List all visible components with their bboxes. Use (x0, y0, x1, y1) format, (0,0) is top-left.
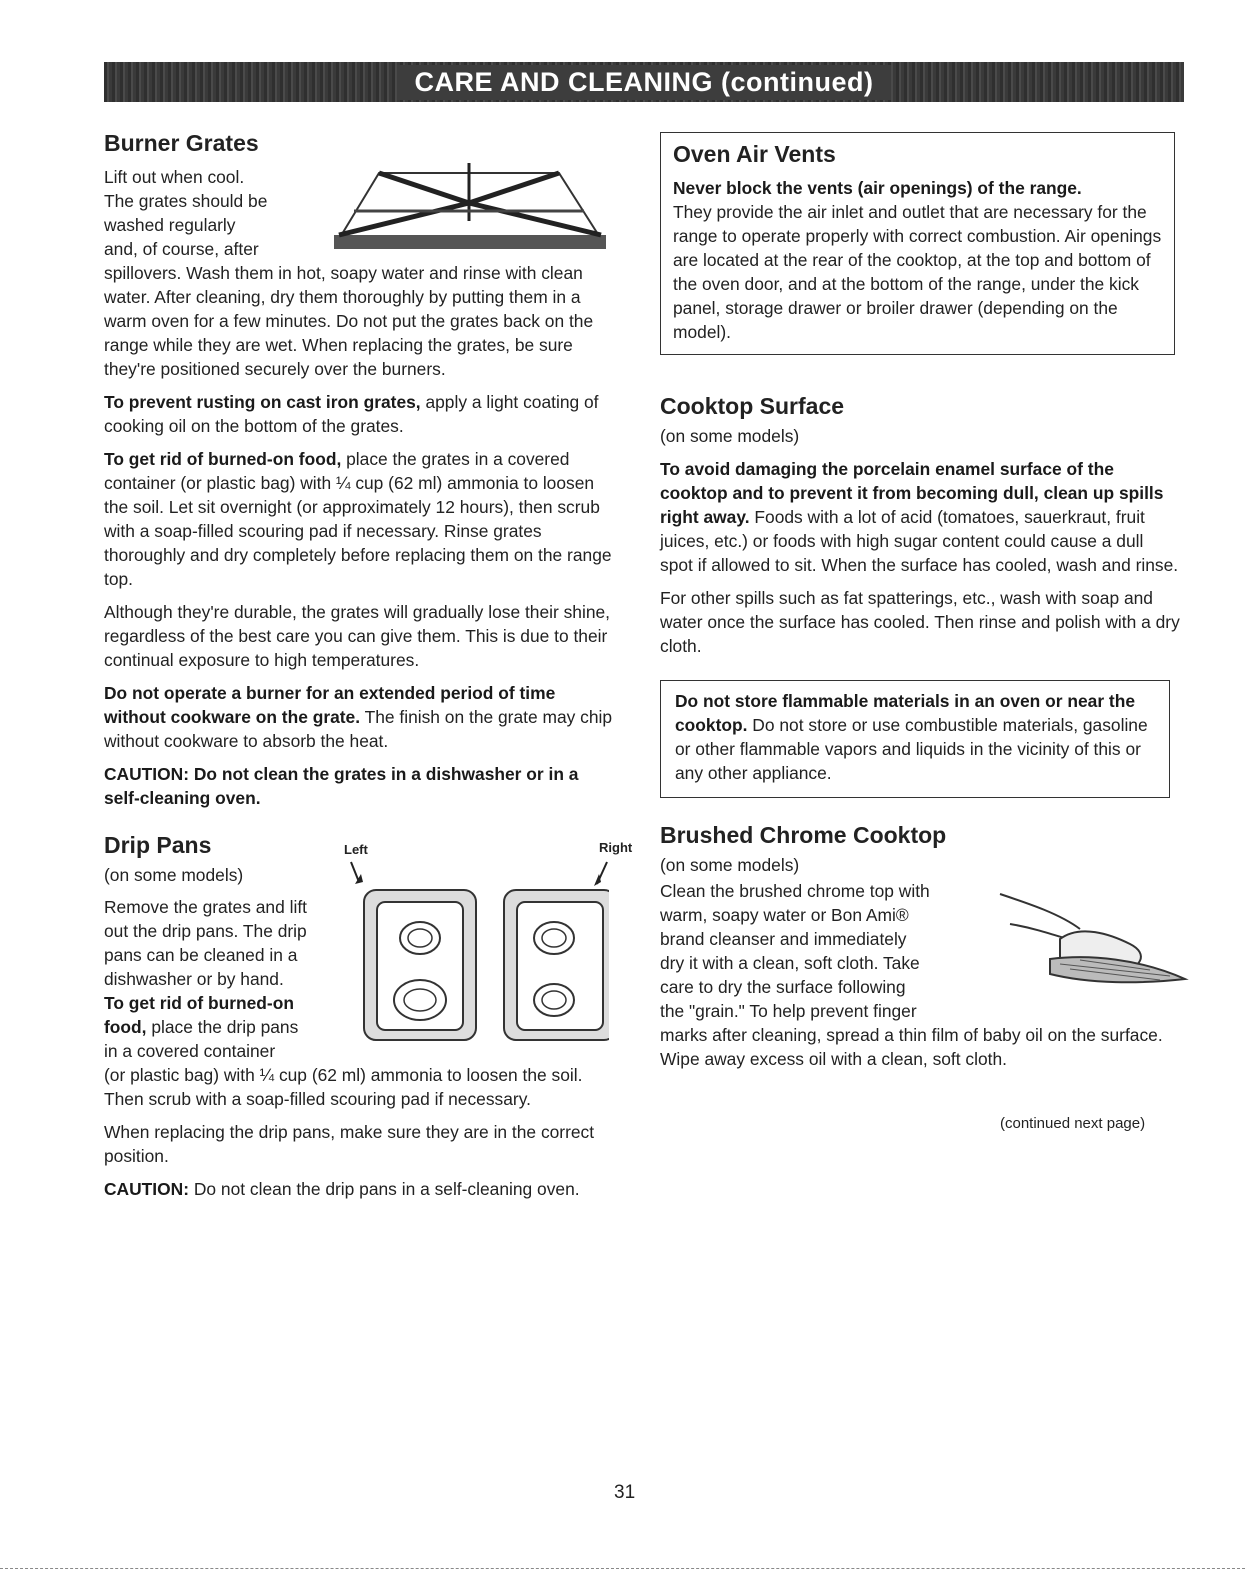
drip-pans-line-4: dishwasher or by hand. (104, 969, 284, 989)
brushed-chrome-line-4: dry it with a clean, soft cloth. Take (660, 953, 920, 973)
drip-caution-lead: CAUTION: (104, 1179, 190, 1199)
cooktop-surface-paragraph-2: For other spills such as fat spatterings, etc., wash with soap and water once the surface has cooled. Then rinse and polish with a dry cloth. (660, 588, 1180, 656)
no-cookware-text: The finish on the grate may chip without cookware to absorb the heat. (104, 707, 613, 751)
vents-warning-text: Never block the vents (air openings) of the range. (673, 178, 1082, 198)
burner-grates-paragraph-4: Although they're durable, the grates will gradually lose their shine, regardless of the best care you can give them. This is due to their continual exposure to high temperatures. (104, 602, 611, 670)
drip-pans-paragraph-2: (or plastic bag) with ¼ cup (62 ml) ammonia to loosen the soil. Then scrub with a soap-filled scouring pad if necessary. (104, 1065, 583, 1109)
burner-grates-line-4: and, of course, after (104, 239, 259, 259)
rust-prevention-text: apply a light coating of cooking oil on the bottom of the grates. (104, 392, 599, 436)
drip-pans-illustration (339, 860, 609, 1045)
burner-grates-line-2: The grates should be (104, 191, 268, 211)
brushed-chrome-line-3: brand cleanser and immediately (660, 929, 907, 949)
burner-grates-line-1: Lift out when cool. (104, 167, 245, 187)
oven-air-vents-warning (673, 176, 1164, 200)
burner-grates-line-3: washed regularly (104, 215, 236, 235)
drip-pans-heading: Drip Pans (104, 832, 212, 858)
burner-grates-paragraph-2 (104, 390, 619, 438)
page-number: 31 (614, 1482, 636, 1503)
flammable-warning-text (675, 689, 1155, 785)
drip-pans-line-3: pans can be cleaned in a (104, 945, 298, 965)
cooktop-surface-paragraph-1 (660, 457, 1180, 577)
flammable-warning-box (660, 680, 1170, 798)
porcelain-text: Foods with a lot of acid (tomatoes, sauerkraut, fruit juices, etc.) or foods with high sugar content could cause a dull spot if allowed to sit. When the surface has cooled, wash and rinse. (660, 507, 1179, 575)
burner-grates-caution (104, 762, 619, 810)
drip-pans-line-1: Remove the grates and lift (104, 897, 307, 917)
rust-prevention-lead: To prevent rusting on cast iron grates, (104, 392, 421, 412)
burner-grates-paragraph-3 (104, 447, 619, 591)
drip-pans-paragraph-3: When replacing the drip pans, make sure they are in the correct position. (104, 1122, 595, 1166)
flammable-warning-lead: Do not store flammable materials in an oven or near the cooktop. (675, 691, 1136, 735)
burned-on-text: place the grates in a covered container (or plastic bag) with ¼ cup (62 ml) ammonia to loosen the soil. Let sit overnight (or approximately 12 hours), then scrub with a soap-filled scouring pad if necessary. Rinse grates thoroughly and dry completely before replacing them on the range top. (104, 449, 612, 589)
bottom-divider (0, 1568, 1245, 1570)
oven-air-vents-box (660, 132, 1175, 355)
burner-grates-intro (104, 165, 619, 261)
oven-air-vents-text: They provide the air inlet and outlet that are necessary for the range to operate properly with correct combustion. Air openings are located at the rear of the cooktop, at the top and bottom of the oven door, and at the bottom of the range, under the kick panel, storage drawer or broiler drawer (depending on the model). (673, 202, 1162, 342)
continued-note: (continued next page) (1000, 1115, 1146, 1132)
brushed-chrome-heading: Brushed Chrome Cooktop (660, 822, 947, 848)
drip-pan-right-label: Right (599, 840, 633, 855)
cooktop-surface-section (660, 393, 1180, 658)
right-column (660, 132, 1180, 1071)
section-banner (104, 62, 1184, 102)
banner-title: CARE AND CLEANING (continued) (397, 65, 892, 100)
burner-grate-illustration (329, 161, 609, 253)
drip-burned-on-lead-1: To get rid of burned-on (104, 993, 294, 1013)
brushed-chrome-rest: marks after cleaning, spread a thin film of baby oil on the surface. Wipe away excess oil with a clean, soft cloth. (660, 1025, 1163, 1069)
cleaning-hand-illustration (990, 884, 1190, 989)
brushed-chrome-line-1: Clean the brushed chrome top with (660, 881, 930, 901)
cooktop-surface-subheading: (on some models) (660, 426, 800, 446)
drip-burned-on-lead-2: food, (104, 1017, 147, 1037)
brushed-chrome-line-5: care to dry the surface following (660, 977, 906, 997)
flammable-warning-rest: Do not store or use combustible materials, gasoline or other flammable vapors and liquids in the vicinity of this or any other appliance. (675, 715, 1148, 783)
burner-grates-heading: Burner Grates (104, 130, 259, 156)
oven-air-vents-heading: Oven Air Vents (673, 141, 836, 167)
drip-pan-left-label: Left (344, 842, 368, 857)
drip-pans-caution (104, 1177, 619, 1201)
brushed-chrome-subheading: (on some models) (660, 855, 800, 875)
burner-grates-paragraph-5 (104, 681, 619, 753)
drip-pans-section (104, 832, 633, 1201)
brushed-chrome-line-6: the "grain." To help prevent finger (660, 1001, 917, 1021)
drip-pans-line-2: out the drip pans. The drip (104, 921, 307, 941)
drip-pans-subheading: (on some models) (104, 865, 244, 885)
drip-burned-on-text-1: place the drip pans (146, 1017, 299, 1037)
burner-grates-paragraph-1: spillovers. Wash them in hot, soapy water and rinse with clean water. After cleaning, dry them thoroughly by putting them in a warm oven for a few minutes. Do not put the grates back on the range while they are wet. When replacing the grates, be sure they're positioned securely over the burners. (104, 263, 594, 379)
drip-pans-line-7: in a covered container (104, 1041, 276, 1061)
brushed-chrome-line-2: warm, soapy water or Bon Ami® (660, 905, 909, 925)
brushed-chrome-section (660, 822, 1180, 1071)
grates-caution-text: CAUTION: Do not clean the grates in a dishwasher or in a self-cleaning oven. (104, 764, 579, 808)
drip-caution-text: Do not clean the drip pans in a self-cleaning oven. (189, 1179, 580, 1199)
burned-on-lead: To get rid of burned-on food, (104, 449, 342, 469)
cooktop-surface-heading: Cooktop Surface (660, 393, 845, 419)
left-column (104, 130, 633, 1201)
no-cookware-warning: Do not operate a burner for an extended period of time without cookware on the grate. (104, 683, 556, 727)
porcelain-warning: To avoid damaging the porcelain enamel surface of the cooktop and to prevent it from becoming dull, clean up spills right away. (660, 459, 1164, 527)
